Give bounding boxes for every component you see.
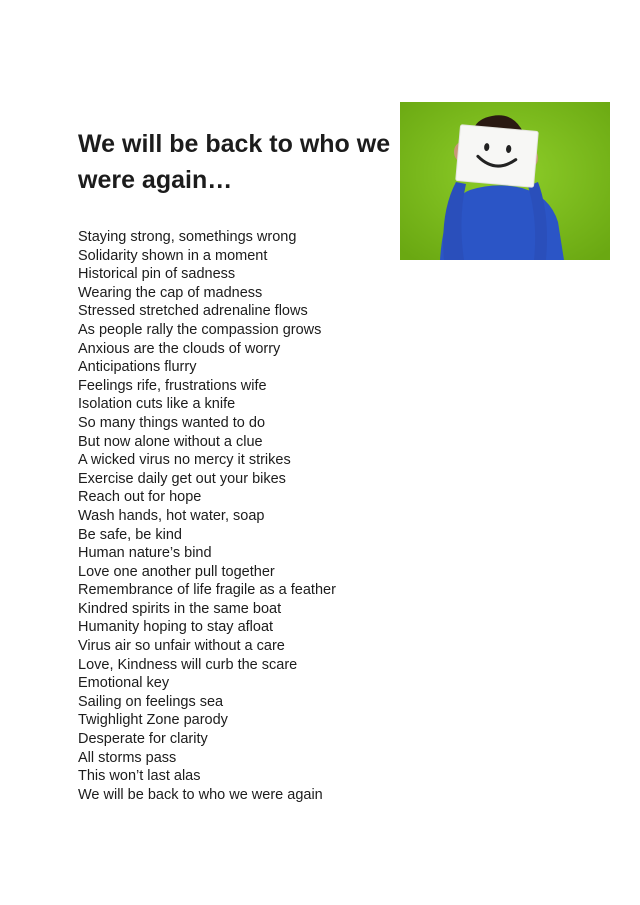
paper-sign-shape xyxy=(456,125,539,188)
poem-line: But now alone without a clue xyxy=(78,433,263,450)
poem-body xyxy=(78,228,558,804)
poem-line: Humanity hoping to stay afloat xyxy=(78,619,274,636)
poem-line: Emotional key xyxy=(78,675,170,692)
page-title: We will be back to who we were again… xyxy=(78,130,391,194)
poem-line: Reach out for hope xyxy=(78,489,202,506)
poem-line: Feelings rife, frustrations wife xyxy=(78,377,267,394)
poem-line: Wearing the cap of madness xyxy=(78,284,263,301)
poem-line: Love, Kindness will curb the scare xyxy=(78,656,298,673)
poem-line: Love one another pull together xyxy=(78,563,275,580)
poem-line: Sailing on feelings sea xyxy=(78,693,224,710)
poem-line: Twighlight Zone parody xyxy=(78,712,228,729)
poem-line: Remembrance of life fragile as a feather xyxy=(78,582,336,599)
poem-line: Be safe, be kind xyxy=(78,526,182,543)
poem-line: Staying strong, somethings wrong xyxy=(78,229,297,245)
poem-line: As people rally the compassion grows xyxy=(78,321,322,338)
poem-line: Virus air so unfair without a care xyxy=(78,638,285,655)
poem-line: Solidarity shown in a moment xyxy=(78,247,268,264)
poem-line: All storms pass xyxy=(78,749,177,766)
poem-line: Historical pin of sadness xyxy=(78,266,236,283)
poem-line: Kindred spirits in the same boat xyxy=(78,600,282,617)
poem-line: Anxious are the clouds of worry xyxy=(78,340,281,357)
poem-line: Exercise daily get out your bikes xyxy=(78,470,286,487)
poem-line: Wash hands, hot water, soap xyxy=(78,507,265,524)
poem-line: Stressed stretched adrenaline flows xyxy=(78,303,308,320)
poem-line: Isolation cuts like a knife xyxy=(78,396,236,413)
poem-line: We will be back to who we were again xyxy=(78,786,323,803)
poem-line: Human nature’s bind xyxy=(78,545,212,562)
poem-line: A wicked virus no mercy it strikes xyxy=(78,452,291,469)
poem-line: So many things wanted to do xyxy=(78,414,266,431)
poem-line: This won’t last alas xyxy=(78,768,201,785)
poem-line: Anticipations flurry xyxy=(78,359,197,376)
poem-line: Desperate for clarity xyxy=(78,731,208,748)
